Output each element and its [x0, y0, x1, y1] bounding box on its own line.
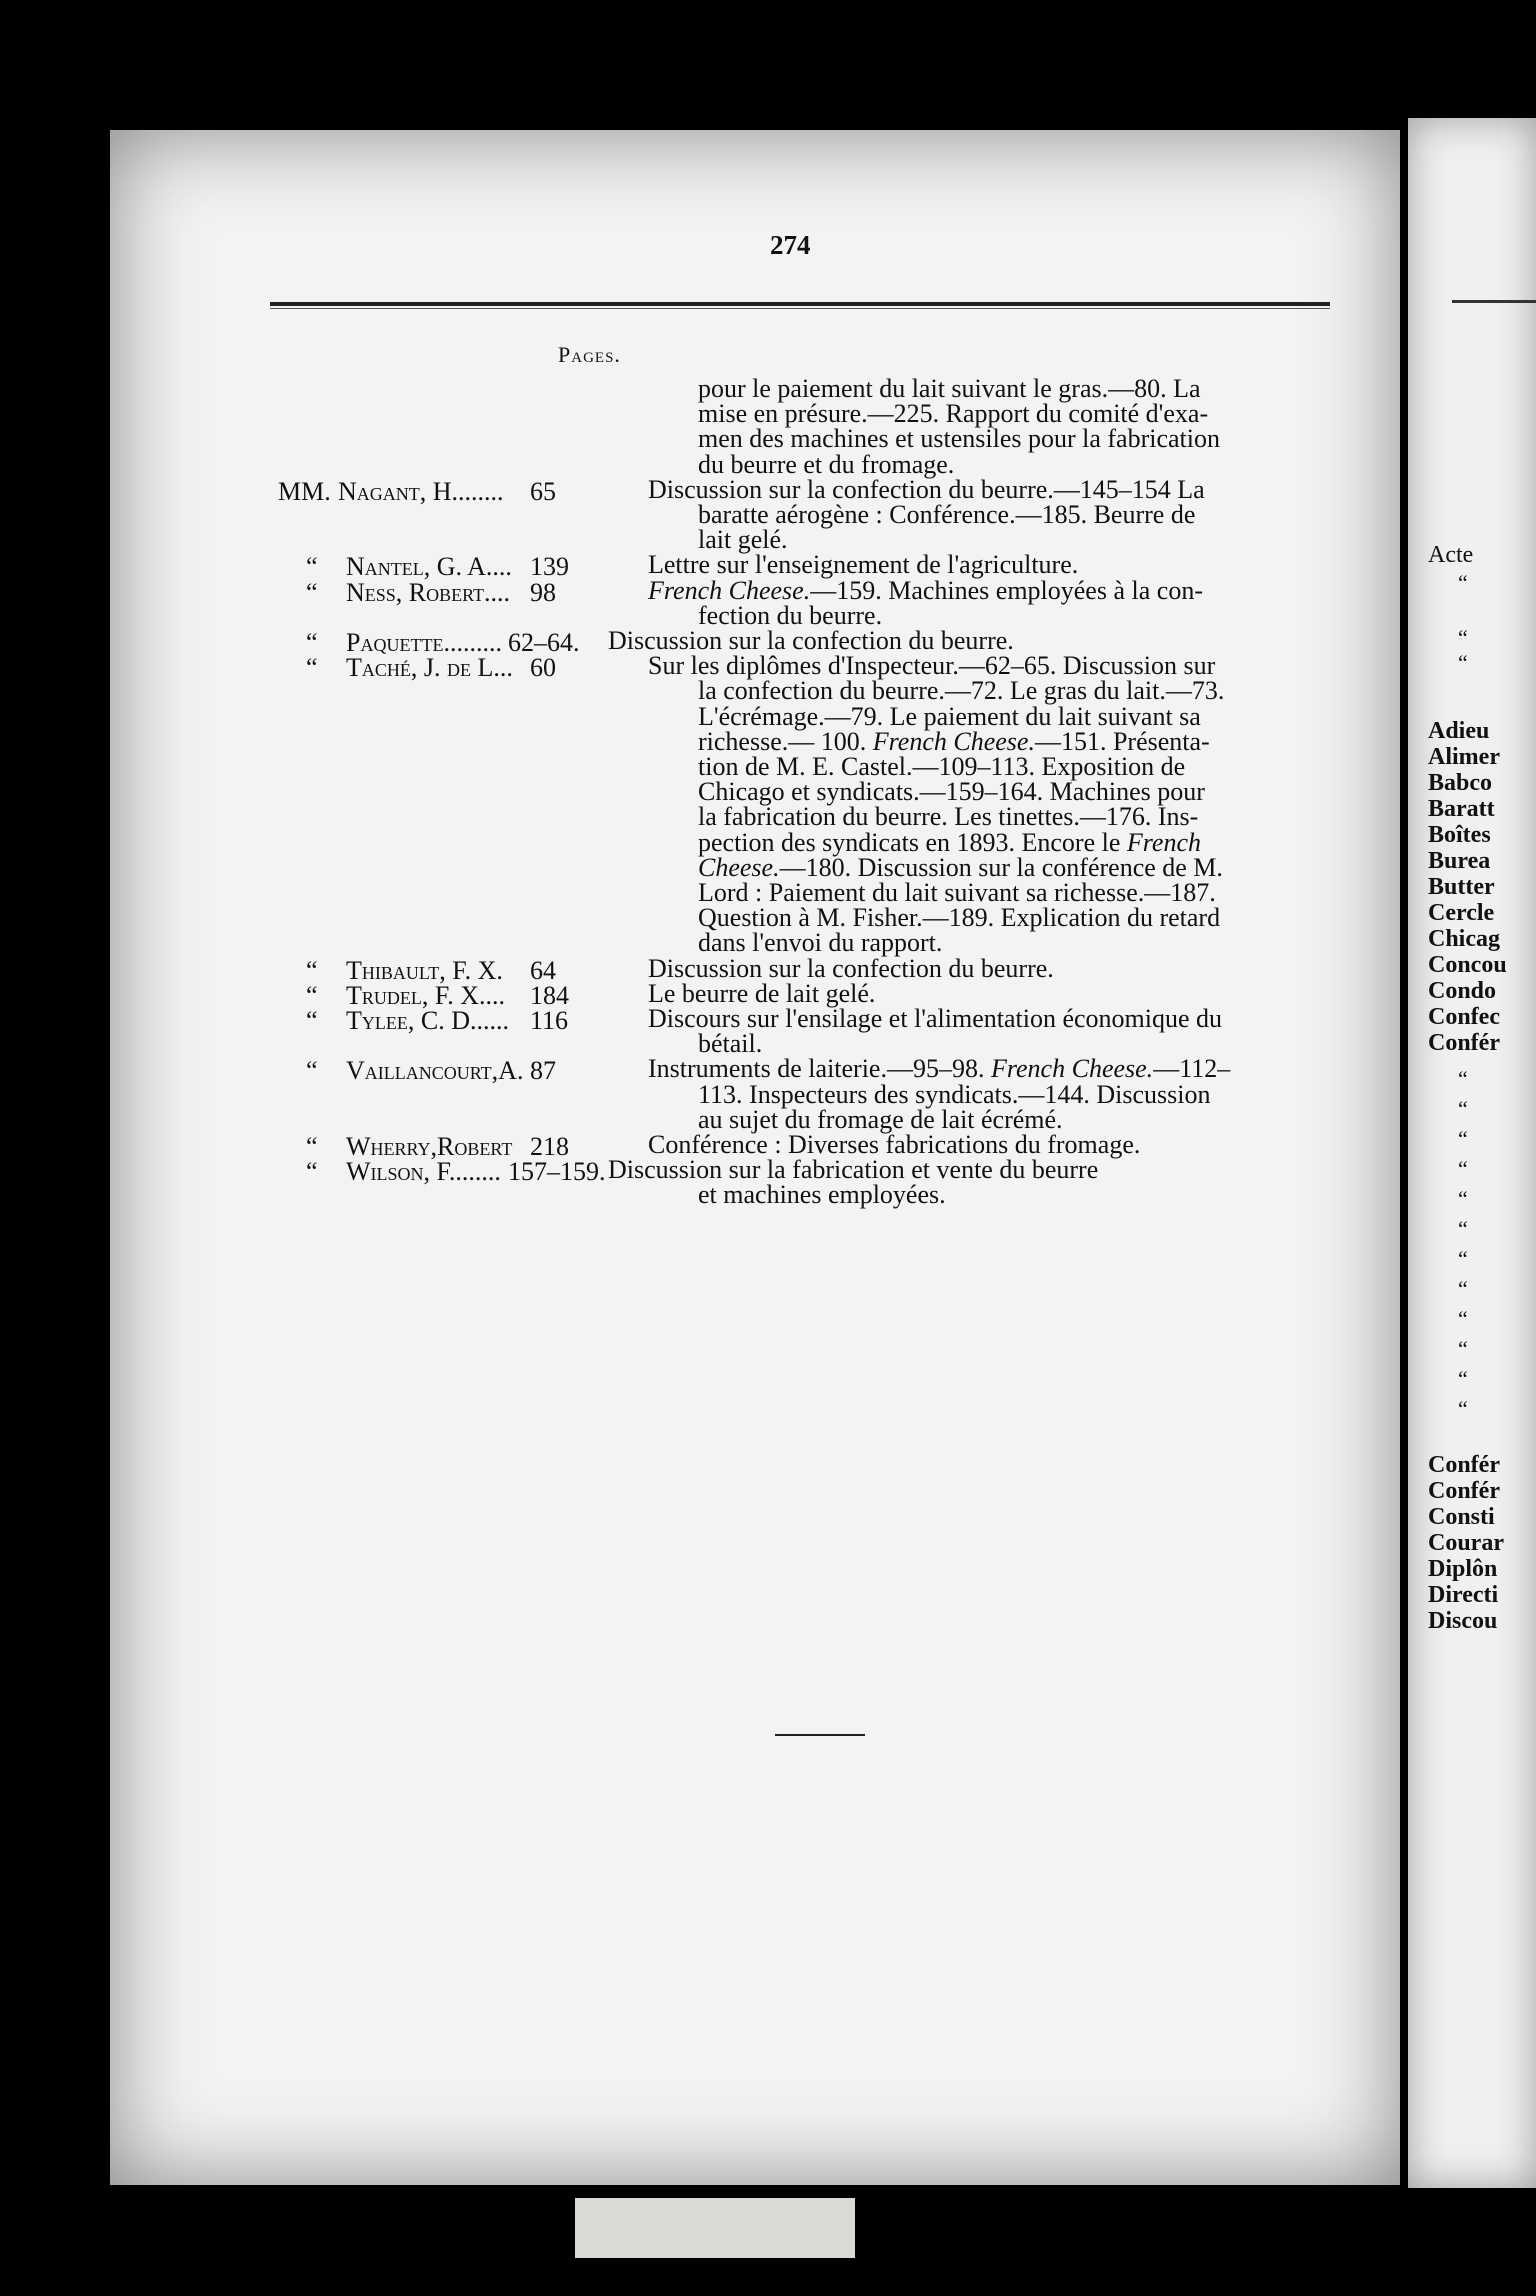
entry-description-line: au sujet du fromage de lait écrémé. — [698, 1104, 1063, 1134]
right-page-ditto-mark: “ — [1458, 1216, 1468, 1241]
entry-description-line: pection des syndicats en 1893. Encore le French — [698, 827, 1201, 857]
entry-pages: 62–64. — [508, 628, 580, 657]
right-page-entry: Concou — [1428, 952, 1507, 978]
entry-name: Nantel, G. A.... — [346, 552, 512, 582]
right-page-rule — [1452, 300, 1536, 303]
header-rule-thin — [270, 308, 1330, 309]
right-page-ditto-mark: “ — [1458, 1366, 1468, 1391]
entry-prefix: “ — [306, 653, 318, 683]
right-page-entry: Boîtes — [1428, 822, 1491, 848]
right-page-entry: Chicag — [1428, 926, 1500, 952]
entry-prefix: “ — [306, 955, 318, 985]
right-page-entry: Butter — [1428, 874, 1495, 900]
right-page-entry: Confér — [1428, 1452, 1500, 1478]
page-number: 274 — [770, 230, 811, 260]
entry-description-line: Lord : Paiement du lait suivant sa richesse.—187. — [698, 878, 1216, 907]
entry-name: Wherry,Robert — [346, 1132, 513, 1161]
right-page-entry: Adieu — [1428, 718, 1490, 744]
entry-pages: 184 — [530, 980, 569, 1010]
right-page-entry: Burea — [1428, 848, 1491, 874]
entry-description-line: 113. Inspecteurs des syndicats.—144. Discussion — [698, 1079, 1211, 1109]
right-page-entry: Consti — [1428, 1504, 1495, 1530]
entry-description-line: Question à M. Fisher.—189. Explication du retard — [698, 903, 1221, 933]
right-page-ditto-mark: “ — [1458, 650, 1468, 675]
right-page-ditto-mark: “ — [1458, 1126, 1468, 1151]
entry-description-line: baratte aérogène : Conférence.—185. Beurre de — [698, 500, 1196, 529]
entry-description-line: fection du beurre. — [698, 600, 883, 630]
entry-name: Nagant, H........ — [338, 476, 504, 506]
entry-description-line: tion de M. E. Castel.—109–113. Exposition de — [698, 752, 1186, 781]
entry-name: Wilson, F........ — [346, 1157, 501, 1187]
entry-name: Ness, Robert.... — [346, 577, 511, 607]
entry-prefix: “ — [306, 552, 318, 582]
right-page-entry: Confér — [1428, 1030, 1500, 1056]
entry-pages: 60 — [530, 653, 556, 683]
entry-description-line: la confection du beurre.—72. Le gras du lait.—73. — [698, 676, 1225, 706]
right-page-entry: Courar — [1428, 1530, 1504, 1556]
entry-pages: 98 — [530, 577, 556, 607]
right-page-entry: Diplôn — [1428, 1556, 1498, 1582]
right-page-ditto-mark: “ — [1458, 1336, 1468, 1361]
entry-pages: 87 — [530, 1056, 556, 1086]
entry-prefix: MM. — [278, 476, 331, 506]
continuation-line: mise en présure.—225. Rapport du comité d'exa- — [698, 399, 1209, 429]
entry-description-line: Chicago et syndicats.—159–164. Machines pour — [698, 777, 1205, 807]
entry-pages: 65 — [530, 476, 556, 506]
right-page-entry: Babco — [1428, 770, 1493, 796]
entry-prefix: “ — [306, 1056, 318, 1086]
right-page-ditto-mark: “ — [1458, 1186, 1468, 1211]
entry-description-line: Instruments de laiterie.—95–98. French Cheese.—112– — [648, 1054, 1231, 1084]
entry-name: Vaillancourt,A. — [346, 1056, 524, 1086]
entry-name: Paquette......... — [346, 628, 502, 657]
entry-description-line: Le beurre de lait gelé. — [648, 978, 876, 1008]
right-page-ditto-mark: “ — [1458, 1276, 1468, 1301]
entry-prefix: “ — [306, 980, 318, 1010]
entry-description-line: bétail. — [698, 1029, 763, 1059]
entry-prefix: “ — [306, 1006, 318, 1035]
right-page-entry: Baratt — [1428, 796, 1495, 822]
left-page — [110, 130, 1400, 2185]
right-page-entry: Confec — [1428, 1004, 1500, 1030]
right-page-ditto-mark: “ — [1458, 1306, 1468, 1331]
entry-prefix: “ — [306, 577, 318, 607]
entry-description-line: lait gelé. — [698, 525, 788, 555]
right-page-ditto-mark: “ — [1458, 570, 1468, 595]
entry-prefix: “ — [306, 628, 318, 657]
entry-pages: 157–159. — [508, 1157, 606, 1187]
entry-description-line: French Cheese.—159. Machines employées à la con- — [648, 575, 1203, 605]
entry-pages: 116 — [530, 1006, 569, 1035]
right-page-ditto-mark: “ — [1458, 1096, 1468, 1121]
right-page-ditto-mark: “ — [1458, 1246, 1468, 1271]
entry-description-line: Sur les diplômes d'Inspecteur.—62–65. Discussion sur — [648, 651, 1216, 681]
entry-pages: 139 — [530, 552, 569, 582]
entry-name: Thibault, F. X. — [346, 955, 503, 985]
right-page-ditto-mark: “ — [1458, 1156, 1468, 1181]
right-page-entry: Discou — [1428, 1608, 1498, 1634]
continuation-line: men des machines et ustensiles pour la fabrication — [698, 424, 1221, 454]
pages-column-header: Pages. — [558, 342, 621, 367]
entry-pages: 218 — [530, 1132, 569, 1161]
entry-pages: 64 — [530, 955, 556, 985]
entry-description-line: et machines employées. — [698, 1180, 946, 1210]
continuation-line: pour le paiement du lait suivant le gras.—80. La — [698, 374, 1201, 403]
entry-description-line: Discussion sur la confection du beurre. — [608, 626, 1014, 655]
right-page-entry: Confér — [1428, 1478, 1500, 1504]
entry-description-line: richesse.— 100. French Cheese.—151. Présenta- — [698, 726, 1210, 756]
entry-description-line: L'écrémage.—79. Le paiement du lait suivant sa — [698, 701, 1201, 731]
entry-description-line: la fabrication du beurre. Les tinettes.—176. Ins- — [698, 802, 1199, 832]
right-page-ditto-mark: “ — [1458, 1396, 1468, 1421]
entry-prefix: “ — [306, 1132, 318, 1161]
entry-description-line: dans l'envoi du rapport. — [698, 928, 943, 958]
entry-name: Taché, J. de L... — [346, 653, 513, 683]
entry-name: Trudel, F. X.... — [346, 980, 506, 1010]
continuation-line: du beurre et du fromage. — [698, 449, 955, 479]
entry-description-line: Conférence : Diverses fabrications du fromage. — [648, 1130, 1141, 1159]
right-page-entry: Cercle — [1428, 900, 1495, 926]
right-page-ditto-mark: “ — [1458, 625, 1468, 650]
entry-description-line: Discours sur l'ensilage et l'alimentation économique du — [648, 1004, 1223, 1033]
entry-description-line: Discussion sur la confection du beurre.—145–154 La — [648, 474, 1205, 504]
right-page-entry: Acte — [1428, 542, 1474, 568]
right-page-entry: Directi — [1428, 1582, 1499, 1608]
entry-name: Tylee, C. D...... — [346, 1006, 509, 1035]
entry-description-line: Cheese.—180. Discussion sur la conférence de M. — [698, 852, 1223, 882]
entry-prefix: “ — [306, 1157, 318, 1187]
header-rule — [270, 302, 1330, 306]
right-page-edge — [1408, 118, 1536, 2188]
right-page-entry: Alimer — [1428, 744, 1500, 770]
right-page-ditto-mark: “ — [1458, 1066, 1468, 1091]
torn-paper-strip — [575, 2198, 855, 2258]
entry-description-line: Discussion sur la fabrication et vente du beurre — [608, 1155, 1099, 1185]
entry-description-line: Lettre sur l'enseignement de l'agriculture. — [648, 550, 1079, 580]
right-page-entry: Condo — [1428, 978, 1497, 1004]
entry-description-line: Discussion sur la confection du beurre. — [648, 953, 1054, 983]
end-rule — [775, 1734, 865, 1736]
